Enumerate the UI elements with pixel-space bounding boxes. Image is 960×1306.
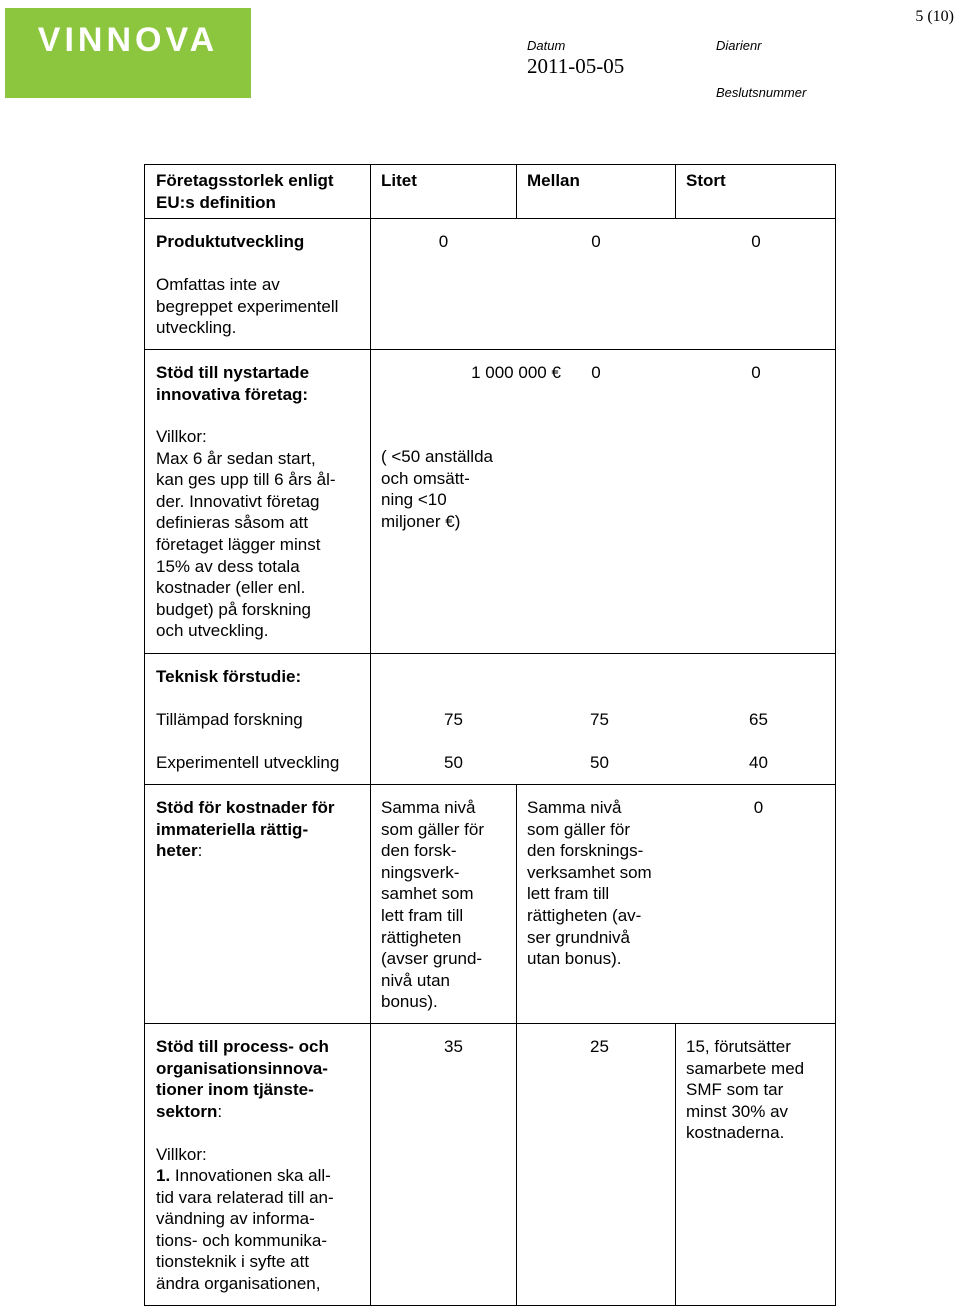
date-label: Datum bbox=[527, 38, 566, 53]
value-litet: 35 bbox=[444, 1037, 463, 1056]
value-stort: 0 bbox=[753, 798, 764, 817]
sub-tillampad-forskning: Tillämpad forskning bbox=[156, 710, 303, 729]
row-title-process-bold: Stöd till process- och organisationsinnova- tioner inom tjänste- sektorn bbox=[156, 1037, 329, 1121]
row-title-teknisk-forstudie: Teknisk förstudie: bbox=[156, 667, 302, 686]
row-divider bbox=[145, 784, 835, 785]
row-divider bbox=[145, 218, 835, 219]
value-mellan: 25 bbox=[590, 1037, 609, 1056]
value-stort: 0 bbox=[751, 363, 761, 382]
value-stort: 15, förutsätter samarbete med SMF som tar minst 30% av kostnaderna. bbox=[686, 1037, 805, 1143]
row-title-immateriella bbox=[156, 797, 335, 862]
value-mellan: 0 bbox=[591, 232, 601, 251]
column-divider bbox=[370, 165, 371, 1305]
header-litet: Litet bbox=[381, 171, 417, 190]
header-mellan: Mellan bbox=[527, 171, 580, 190]
row-title-immateriella-bold: Stöd för kostnader för immateriella rättig- heter bbox=[156, 798, 335, 861]
diarienr-label: Diarienr bbox=[716, 38, 762, 53]
row-divider bbox=[145, 1023, 835, 1024]
value-litet: 0 bbox=[438, 232, 449, 251]
date-value: 2011-05-05 bbox=[527, 54, 625, 78]
logo-text: VINNOVA bbox=[37, 21, 219, 59]
column-divider bbox=[516, 165, 517, 219]
condition-1 bbox=[156, 1165, 334, 1295]
column-divider bbox=[675, 1023, 676, 1305]
row-title-process-suffix: : bbox=[217, 1101, 223, 1121]
column-divider bbox=[675, 165, 676, 219]
support-levels-table bbox=[144, 164, 836, 1306]
value-mellan: Samma nivå som gäller för den forsknings- verksamhet som lett fram till rättigheten (av- ser grundnivå utan bonus). bbox=[527, 798, 652, 969]
row-title-produktutveckling: Produktutveckling bbox=[156, 232, 305, 251]
page-number: 5 (10) bbox=[915, 8, 954, 25]
value-stort: 0 bbox=[751, 232, 761, 251]
condition-number: 1. bbox=[156, 1166, 171, 1185]
row-title-nystartade: Stöd till nystartade innovativa företag: bbox=[156, 363, 310, 404]
value-litet: 50 bbox=[444, 753, 463, 772]
villkor-label: Villkor: bbox=[156, 1145, 207, 1164]
row-title-process-innovation bbox=[156, 1036, 329, 1122]
value-litet-note: ( <50 anställda och omsätt- ning <10 miljoner €) bbox=[381, 447, 493, 531]
header-stort: Stort bbox=[686, 171, 726, 190]
row-note-produktutveckling: Omfattas inte av begreppet experimentell utveckling. bbox=[156, 275, 339, 338]
row-conditions-nystartade: Villkor: Max 6 år sedan start, kan ges upp till 6 års ål- der. Innovativt företag definieras såsom att företaget lägger minst 15% av dess totala kostnader (eller enl. budget) på forskning och utveckling. bbox=[156, 427, 336, 641]
beslutsnummer-label: Beslutsnummer bbox=[716, 85, 807, 100]
value-mellan: 0 bbox=[591, 363, 601, 382]
vinnova-logo-mark bbox=[5, 8, 251, 98]
row-divider bbox=[145, 653, 835, 654]
value-stort: 65 bbox=[749, 710, 768, 729]
row-title-immateriella-suffix: : bbox=[197, 841, 203, 861]
sub-experimentell-utveckling: Experimentell utveckling bbox=[156, 753, 340, 772]
row-divider bbox=[145, 349, 835, 350]
value-litet: 1 000 000 € bbox=[471, 363, 561, 382]
header-company-size: Företagsstorlek enligt EU:s definition bbox=[156, 171, 334, 212]
value-stort: 40 bbox=[749, 753, 768, 772]
value-mellan: 50 bbox=[590, 753, 609, 772]
value-litet: 75 bbox=[444, 710, 463, 729]
condition-text: Innovationen ska all- tid vara relaterad till an- vändning av informa- tions- och kommunika- tionsteknik i syfte att ändra organisationen, bbox=[156, 1166, 334, 1293]
vinnova-logo bbox=[5, 8, 251, 98]
value-mellan: 75 bbox=[590, 710, 609, 729]
value-litet: Samma nivå som gäller för den forsk- ningsverk- samhet som lett fram till rättigheten (avser grund- nivå utan bonus). bbox=[381, 798, 484, 1012]
